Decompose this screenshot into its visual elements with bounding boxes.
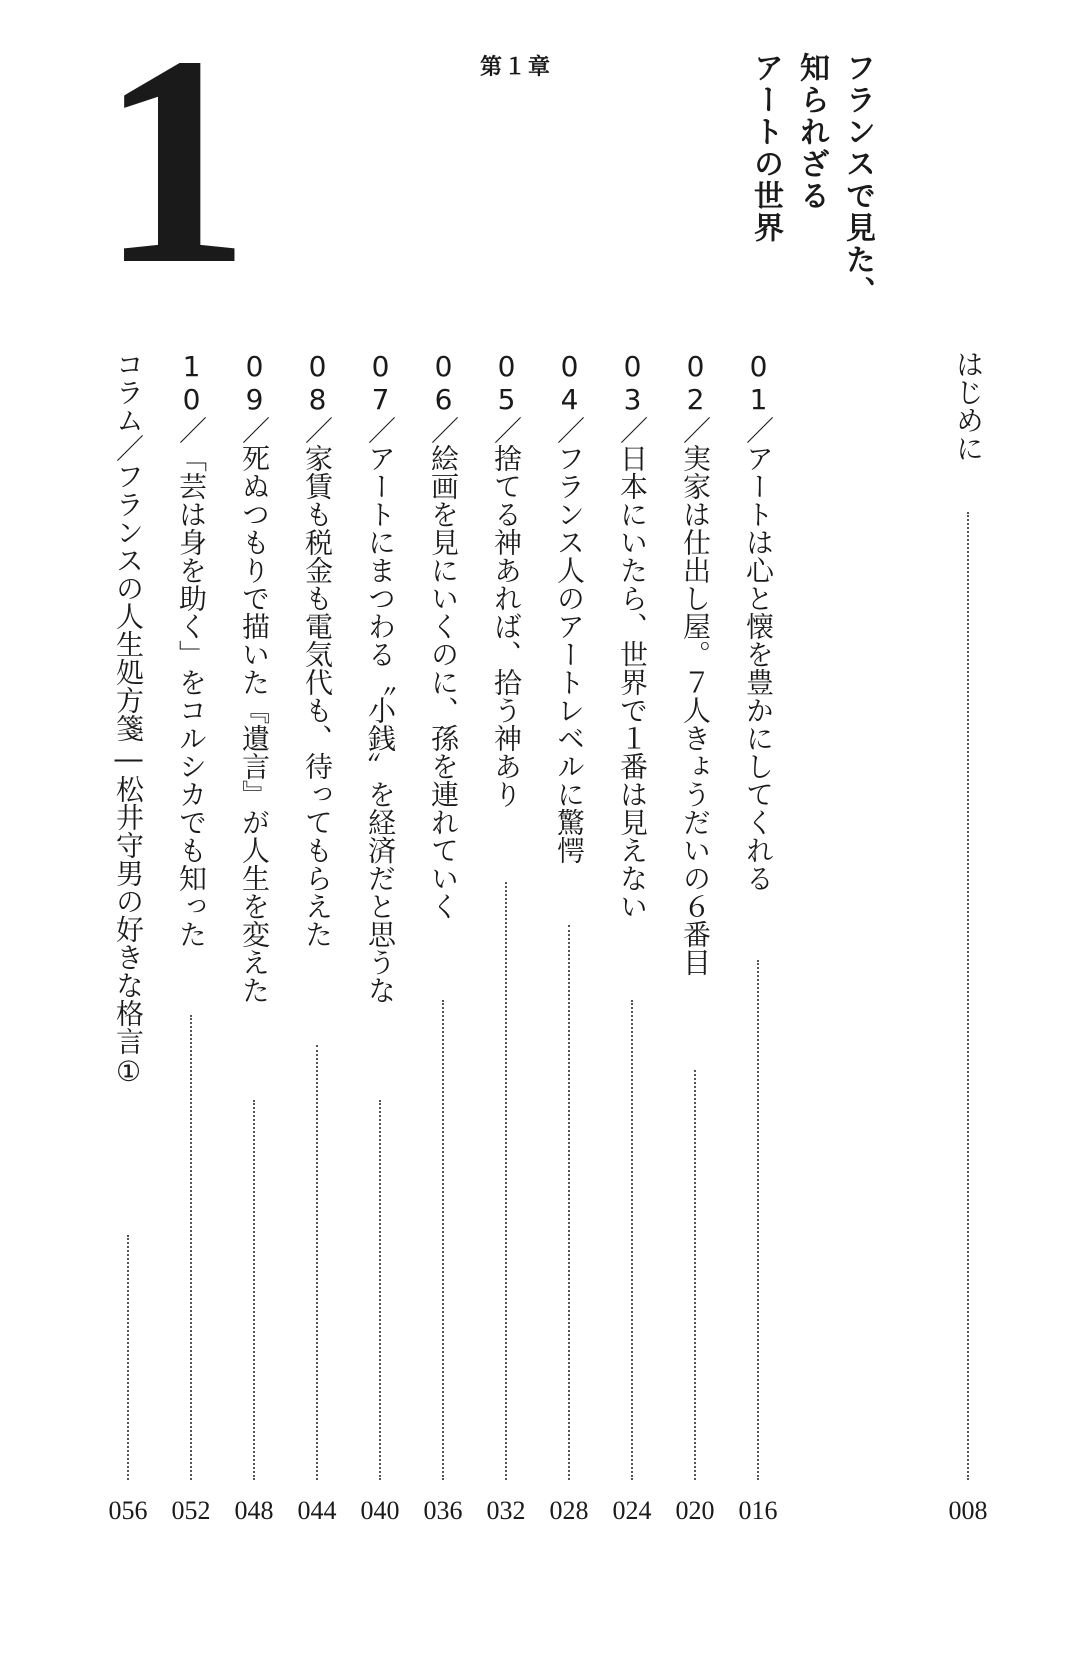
toc-entry-title: 04／フランス人のアートレベルに驚愕 (553, 350, 586, 864)
chapter-title: フランスで見た、 知られざる アートの世界 (748, 52, 875, 308)
toc-entry-title: 08／家賃も税金も電気代も、待ってもらえた (301, 350, 334, 948)
toc-entry-page: 048 (234, 1496, 274, 1525)
toc-entry-title: 03／日本にいたら、世界で１番は見えない (616, 350, 649, 920)
toc-entry-title: 10／「芸は身を助く」をコルシカでも知った (175, 350, 208, 948)
dot-leader (127, 1235, 129, 1480)
toc-entry-page: 016 (738, 1496, 778, 1525)
toc-entry-title: 09／死ぬつもりで描いた『遺言』が人生を変えた (238, 350, 271, 1004)
toc-entry-page: 020 (675, 1496, 715, 1525)
chapter-number: 1 (100, 0, 250, 326)
dot-leader (757, 960, 759, 1480)
dot-leader (316, 1045, 318, 1480)
dot-leader (568, 925, 570, 1480)
toc-entry-title: 01／アートは心と懐を豊かにしてくれる (742, 350, 775, 892)
dot-leader (442, 1000, 444, 1480)
toc-entry-page: 036 (423, 1496, 463, 1525)
toc-intro-title: はじめに (952, 350, 985, 462)
toc-entry-page: 032 (486, 1496, 526, 1525)
toc-entry-title: 06／絵画を見にいくのに、孫を連れていく (427, 350, 460, 920)
dot-leader (694, 1070, 696, 1480)
toc-entry-page: 052 (171, 1496, 211, 1525)
toc-column-title: コラム／フランスの人生処方箋―松井守男の好きな格言① (112, 350, 145, 1088)
dot-leader (505, 882, 507, 1480)
chapter-label: 第１章 (480, 54, 553, 80)
toc-entry-title: 05／捨てる神あれば、拾う神あり (490, 350, 523, 808)
dot-leader (190, 1015, 192, 1480)
toc-entry-title: 07／アートにまつわる〝小銭〟を経済だと思うな (364, 350, 397, 1004)
dot-leader (967, 512, 969, 1480)
toc-entry-page: 044 (297, 1496, 337, 1525)
dot-leader (379, 1100, 381, 1480)
toc-intro-page: 008 (948, 1496, 988, 1525)
dot-leader (253, 1100, 255, 1480)
toc-entry-page: 024 (612, 1496, 652, 1525)
toc-column-page: 056 (108, 1496, 148, 1525)
dot-leader (631, 1000, 633, 1480)
toc-entry-title: 02／実家は仕出し屋。７人きょうだいの６番目 (679, 350, 712, 976)
toc-entry-page: 028 (549, 1496, 589, 1525)
toc-entry-page: 040 (360, 1496, 400, 1525)
